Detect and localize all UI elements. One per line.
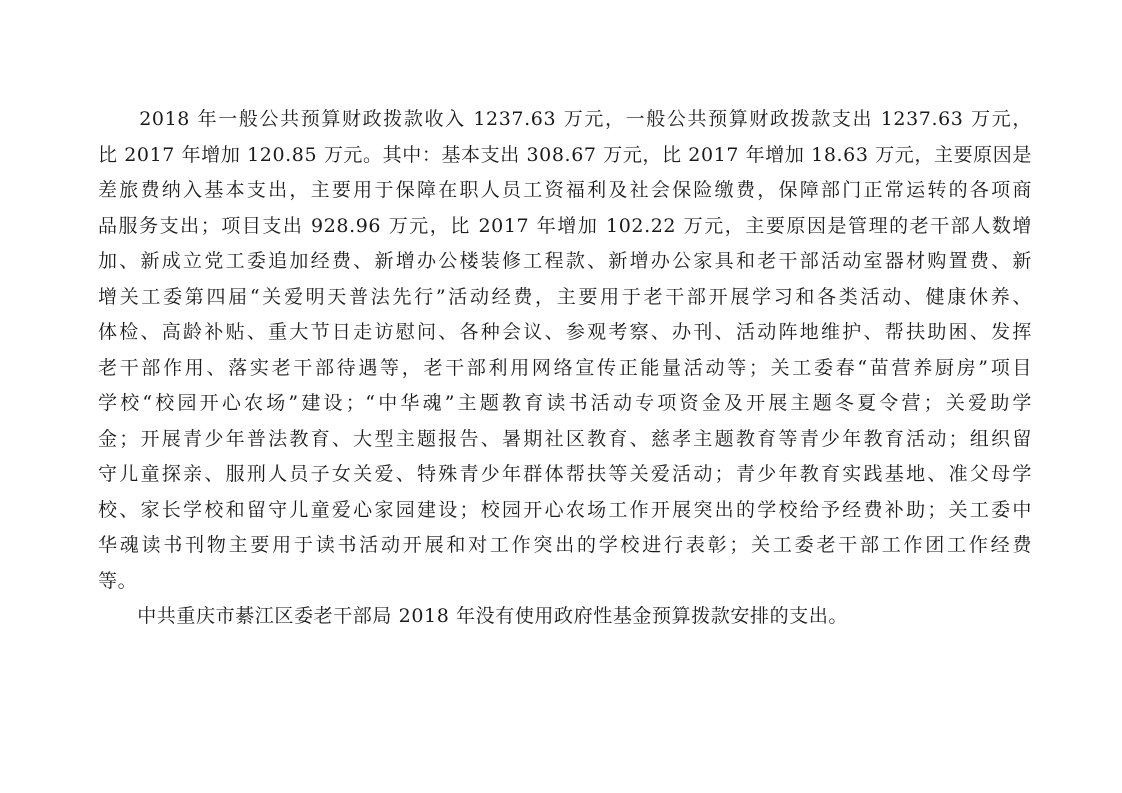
paragraph-line: 守儿童探亲、服刑人员子女关爱、特殊青少年群体帮扶等关爱活动；青少年教育实践基地、准父母学	[98, 463, 1032, 485]
paragraph-line: 华魂读书刊物主要用于读书活动开展和对工作突出的学校进行表彰；关工委老干部工作团工作经费	[98, 534, 1032, 556]
paragraph-line: 老干部作用、落实老干部待遇等，老干部利用网络宣传正能量活动等；关工委春“苗营养厨房”项目	[98, 356, 1032, 379]
paragraph-line: 学校“校园开心农场”建设；“中华魂”主题教育读书活动专项资金及开展主题冬夏令营；关爱助学	[98, 392, 1032, 414]
paragraph-line: 校、家长学校和留守儿童爱心家园建设；校园开心农场工作开展突出的学校给予经费补助；关工委中	[98, 498, 1032, 521]
paragraph-line: 比 2017 年增加 120.85 万元。其中：基本支出 308.67 万元，比 2017 年增加 18.63 万元，主要原因是	[98, 143, 1032, 166]
paragraph-line: 加、新成立党工委追加经费、新增办公楼装修工程款、新增办公家具和老干部活动室器材购置费、新	[98, 250, 1032, 272]
paragraph-budget-summary	[98, 102, 1032, 599]
paragraph-line: 体检、高龄补贴、重大节日走访慰问、各种会议、参观考察、办刊、活动阵地维护、帮扶助困、发挥	[98, 321, 1032, 343]
paragraph-fund-budget	[98, 599, 1032, 635]
paragraph-line: 中共重庆市綦江区委老干部局 2018 年没有使用政府性基金预算拨款安排的支出。	[98, 605, 849, 627]
document-body	[98, 102, 1032, 635]
paragraph-line: 增关工委第四届“关爱明天普法先行”活动经费，主要用于老干部开展学习和各类活动、健康休养、	[98, 285, 1032, 308]
paragraph-line: 2018 年一般公共预算财政拨款收入 1237.63 万元，一般公共预算财政拨款支出 1237.63 万元，	[98, 108, 1032, 130]
paragraph-line: 差旅费纳入基本支出，主要用于保障在职人员工资福利及社会保险缴费，保障部门正常运转的各项商	[98, 179, 1032, 201]
paragraph-line: 品服务支出；项目支出 928.96 万元，比 2017 年增加 102.22 万元，主要原因是管理的老干部人数增	[98, 214, 1032, 237]
paragraph-line: 等。	[98, 569, 138, 592]
paragraph-line: 金；开展青少年普法教育、大型主题报告、暑期社区教育、慈孝主题教育等青少年教育活动；组织留	[98, 427, 1032, 450]
